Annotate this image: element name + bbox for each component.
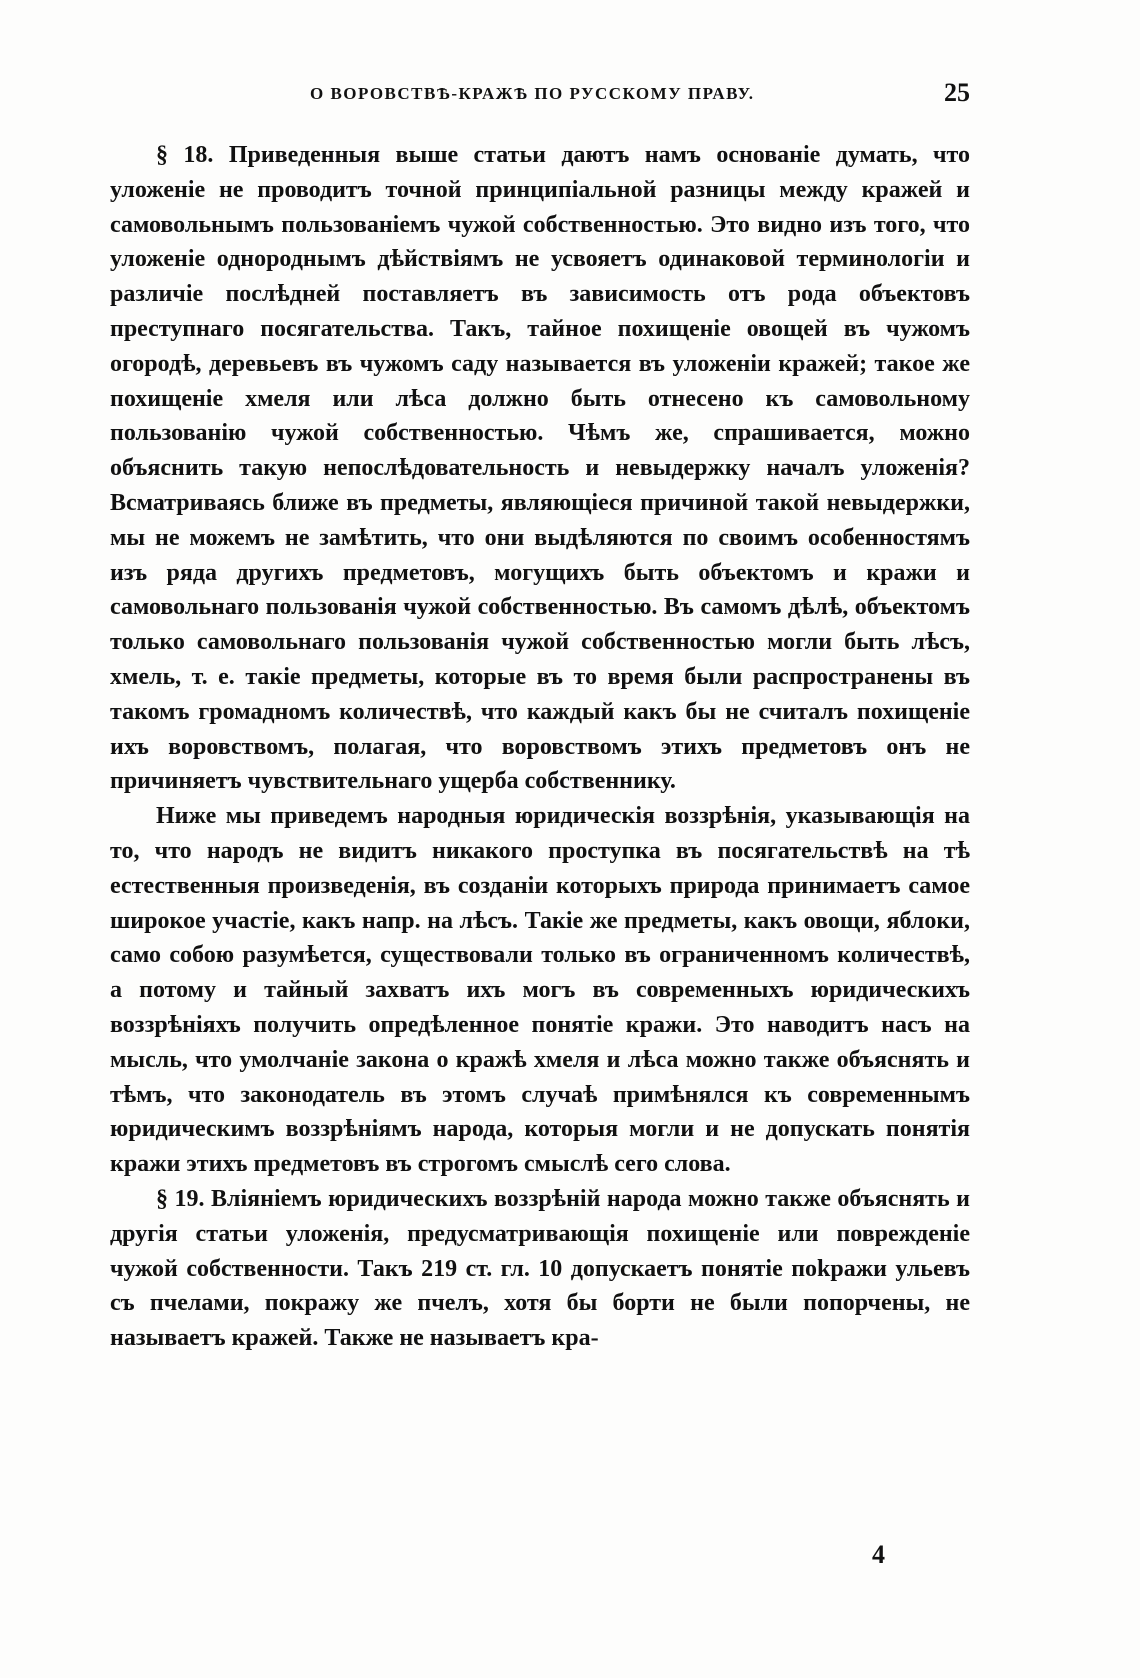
- page-number: 25: [944, 78, 970, 107]
- printer-signature-mark: 4: [872, 1540, 885, 1569]
- body-text: [110, 138, 970, 1356]
- paragraph-section-19: § 19. Вліяніемъ юридическихъ воззрѣній народа можно также объяснять и другія статьи уложенія, предусматривающія похищеніе или поврежденіе чужой собственности. Такъ 219 ст. гл. 10 допускаетъ понятіе поkражи ульевъ съ пчелами, покражу же пчелъ, хотя бы борти не были попорчены, не называетъ кражей. Также не называетъ кра-: [110, 1185, 970, 1352]
- running-title: О ВОРОВСТВѢ-КРАЖѢ ПО РУССКОМУ ПРАВУ.: [310, 84, 755, 103]
- running-header: [110, 78, 970, 118]
- paragraph-folk-views: Ниже мы приведемъ народныя юридическія воззрѣнія, указывающія на то, что народъ не видитъ никакого проступка въ посягательствѣ на тѣ естественныя произведенія, въ созданіи которыхъ природа принимаетъ самое широкое участіе, какъ напр. на лѣсъ. Такіе же предметы, какъ овощи, яблоки, само собою разумѣется, существовали только въ ограниченномъ количествѣ, а потому и тайный захватъ ихъ могъ въ современныхъ юридическихъ воззрѣніяхъ получить опредѣленное понятіе кражи. Это наводитъ насъ на мысль, что умолчаніе закона о кражѣ хмеля и лѣса можно также объяснять и тѣмъ, что законодатель въ этомъ случаѣ примѣнялся къ современнымъ юридическимъ воззрѣніямъ народа, которыя могли и не допускать понятія кражи этихъ предметовъ въ строгомъ смыслѣ сего слова.: [110, 803, 970, 1178]
- paragraph-section-18: § 18. Приведенныя выше статьи даютъ намъ основаніе думать, что уложеніе не проводитъ точной принципіальной разницы между кражей и самовольнымъ пользованіемъ чужой собственностью. Это видно изъ того, что уложеніе однороднымъ дѣйствіямъ не усвояетъ одинаковой терминологіи и различіе послѣдней поставляетъ въ зависимость отъ рода объектовъ преступнаго посягательства. Такъ, тайное похищеніе овощей въ чужомъ огородѣ, деревьевъ въ чужомъ саду называется въ уложеніи кражей; такое же похищеніе хмеля или лѣса должно быть отнесено къ самовольному пользованію чужой собственностью. Чѣмъ же, спрашивается, можно объяснить такую непослѣдовательность и невыдержку началъ уложенія? Всматриваясь ближе въ предметы, являющіеся причиной такой невыдержки, мы не можемъ не замѣтить, что они выдѣляются по своимъ особенностямъ изъ ряда другихъ предметовъ, могущихъ быть объектомъ и кражи и самовольнаго пользованія чужой собственностью. Въ самомъ дѣлѣ, объектомъ только самовольнаго пользованія чужой собственностью могли быть лѣсъ, хмель, т. е. такіе предметы, которые въ то время были распространены въ такомъ громадномъ количествѣ, что каждый какъ бы не считалъ похищеніе ихъ воровствомъ, полагая, что воровствомъ этихъ предметовъ онъ не причиняетъ чувствительнаго ущерба собственнику.: [110, 142, 970, 795]
